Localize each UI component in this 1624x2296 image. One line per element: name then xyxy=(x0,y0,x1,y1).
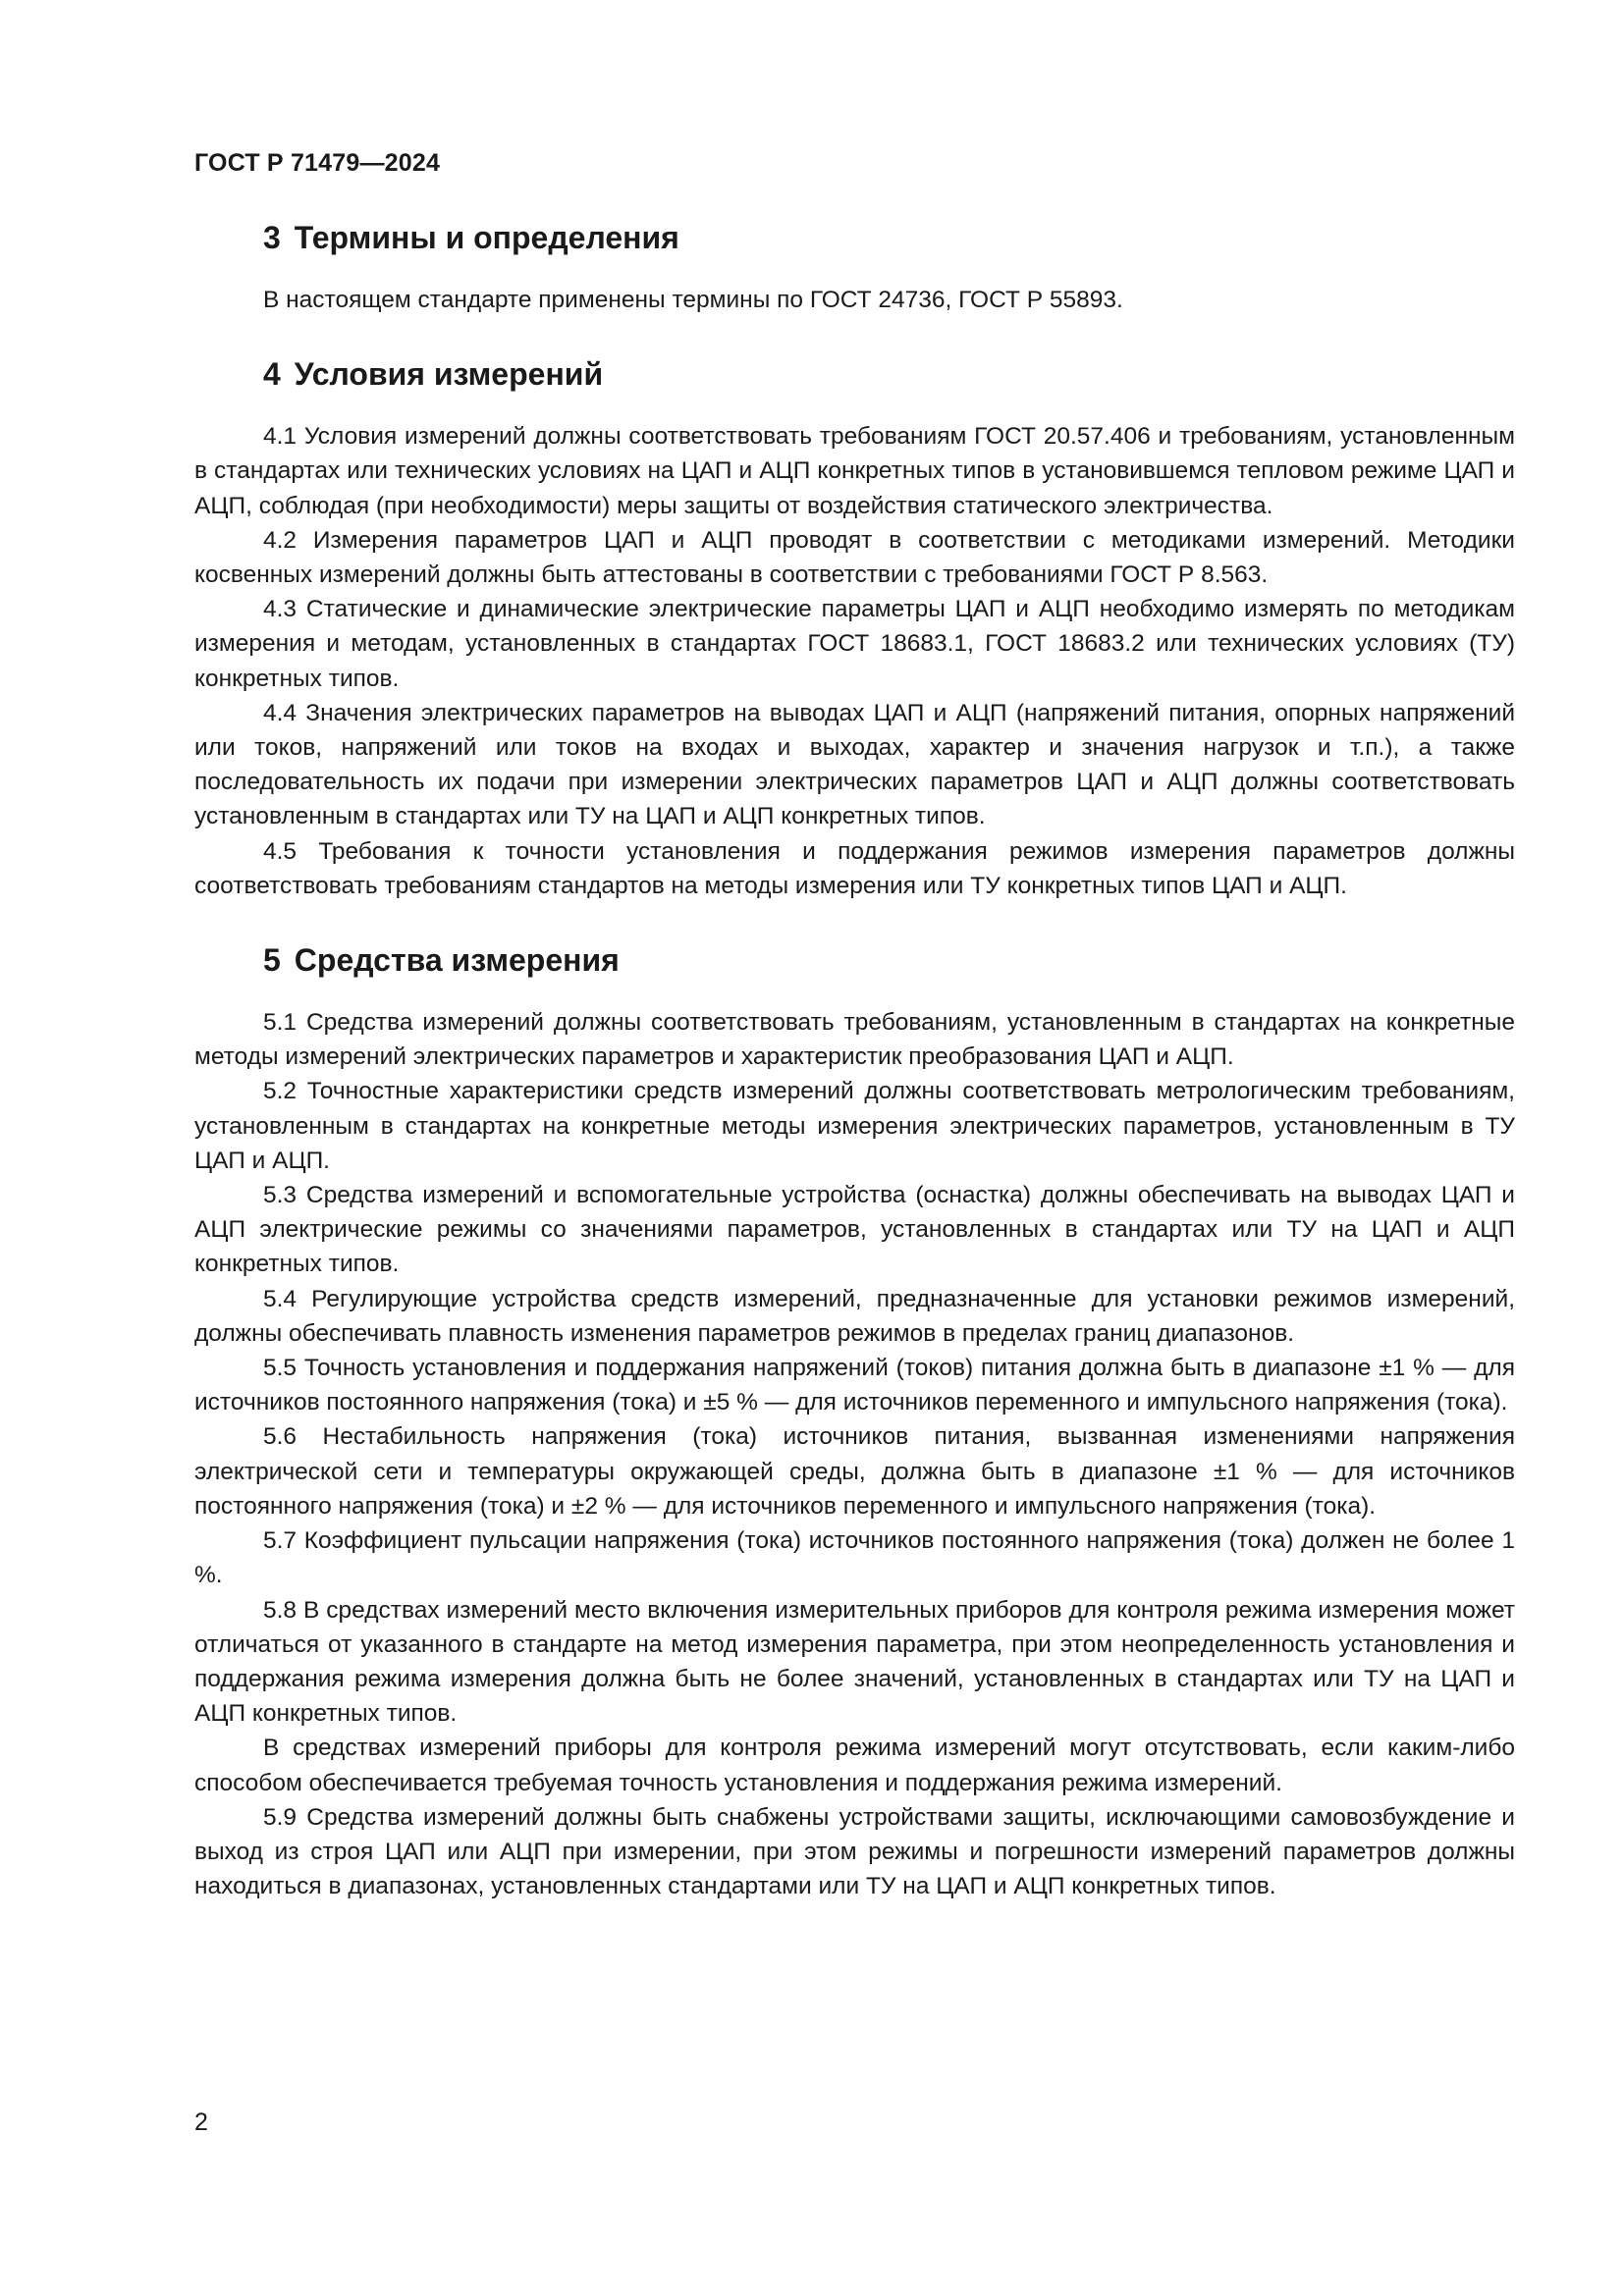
paragraph: 4.2 Измерения параметров ЦАП и АЦП проводят в соответствии с методиками измерений. Методики косвенных измерений должны быть аттестованы в соответствии с требованиями ГОСТ Р 8.563. xyxy=(194,526,1515,589)
paragraph: 5.2 Точностные характеристики средств измерений должны соответствовать метрологическим требованиям, установленным в стандартах на конкретные методы измерения электрических параметров, установленным в ТУ ЦАП и АЦП. xyxy=(194,1078,1515,1174)
section-number: 5 xyxy=(263,942,281,979)
section-title: Средства измерения xyxy=(294,942,620,979)
page-number: 2 xyxy=(194,2109,208,2136)
paragraph: 5.8 В средствах измерений место включения измерительных приборов для контроля режима измерения может отличаться от указанного в стандарте на метод измерения параметра, при этом неопределенность установления и поддержания режима измерения должна быть не более значений, установленных в стандартах или ТУ на ЦАП и АЦП конкретных типов. xyxy=(194,1596,1515,1728)
paragraph: 5.1 Средства измерений должны соответствовать требованиям, установленным в стандартах на конкретные методы измерений электрических параметров и характеристик преобразования ЦАП и АЦП. xyxy=(194,1009,1515,1071)
paragraph: 4.5 Требования к точности установления и поддержания режимов измерения параметров должны соответствовать требованиям стандартов на методы измерения или ТУ конкретных типов ЦАП и АЦП. xyxy=(194,837,1515,899)
section-terms xyxy=(194,218,1515,317)
section-number: 3 xyxy=(263,220,281,255)
paragraph: 5.3 Средства измерений и вспомогательные устройства (оснастка) должны обеспечивать на выводах ЦАП и АЦП электрические режимы со значениями параметров, установленных в стандартах или ТУ на ЦАП и АЦП конкретных типов. xyxy=(194,1182,1515,1278)
paragraph: 5.4 Регулирующие устройства средств измерений, предназначенные для установки режимов измерений, должны обеспечивать плавность изменения параметров режимов в пределах границ диапазонов. xyxy=(194,1285,1515,1347)
section-measurement-instruments xyxy=(194,940,1515,1903)
section-heading xyxy=(263,940,1515,980)
paragraph: 4.3 Статические и динамические электрические параметры ЦАП и АЦП необходимо измерять по методикам измерения и методам, установленных в стандартах ГОСТ 18683.1, ГОСТ 18683.2 или технических условиях (ТУ) конкретных типов. xyxy=(194,596,1515,692)
section-title: Термины и определения xyxy=(294,220,679,255)
paragraph: 5.9 Средства измерений должны быть снабжены устройствами защиты, исключающими самовозбуждение и выход из строя ЦАП или АЦП при измерении, при этом режимы и погрешности измерений параметров должны находиться в диапазонах, установленных стандартами или ТУ на ЦАП и АЦП конкретных типов. xyxy=(194,1803,1515,1900)
document-body xyxy=(194,218,1515,1903)
paragraph: 4.1 Условия измерений должны соответствовать требованиям ГОСТ 20.57.406 и требованиям, установленным в стандартах или технических условиях на ЦАП и АЦП конкретных типов в установившемся тепловом режиме ЦАП и АЦП, соблюдая (при необходимости) меры защиты от воздействия статического электричества. xyxy=(194,423,1515,519)
section-measurement-conditions xyxy=(194,354,1515,903)
paragraph: В средствах измерений приборы для контроля режима измерений могут отсутствовать, если каким-либо способом обеспечивается требуемая точность установления и поддержания режима измерений. xyxy=(194,1735,1515,1796)
section-title: Условия измерений xyxy=(294,356,604,393)
paragraph: 5.7 Коэффициент пульсации напряжения (тока) источников постоянного напряжения (тока) должен не более 1 %. xyxy=(194,1527,1515,1589)
paragraph: В настоящем стандарте применены термины по ГОСТ 24736, ГОСТ Р 55893. xyxy=(263,287,1123,313)
section-heading xyxy=(263,354,1515,394)
section-number: 4 xyxy=(263,356,281,393)
paragraph: 4.4 Значения электрических параметров на выводах ЦАП и АЦП (напряжений питания, опорных напряжений или токов, напряжений или токов на входах и выходах, характер и значения нагрузок и т.п.), а также последовательность их подачи при измерении электрических параметров ЦАП и АЦП должны соответствовать установленным в стандартах или ТУ на ЦАП и АЦП конкретных типов. xyxy=(194,699,1515,830)
section-heading xyxy=(263,218,1515,257)
document-code-header: ГОСТ Р 71479—2024 xyxy=(194,149,441,177)
paragraph: 5.6 Нестабильность напряжения (тока) источников питания, вызванная изменениями напряжения электрической сети и температуры окружающей среды, должна быть в диапазоне ±1 % — для источников постоянного напряжения (тока) и ±2 % — для источников переменного и импульсного напряжения (тока). xyxy=(194,1423,1515,1520)
paragraph: 5.5 Точность установления и поддержания напряжений (токов) питания должна быть в диапазоне ±1 % — для источников постоянного напряжения (тока) и ±5 % — для источников переменного и импульсного напряжения (тока). xyxy=(194,1355,1515,1416)
